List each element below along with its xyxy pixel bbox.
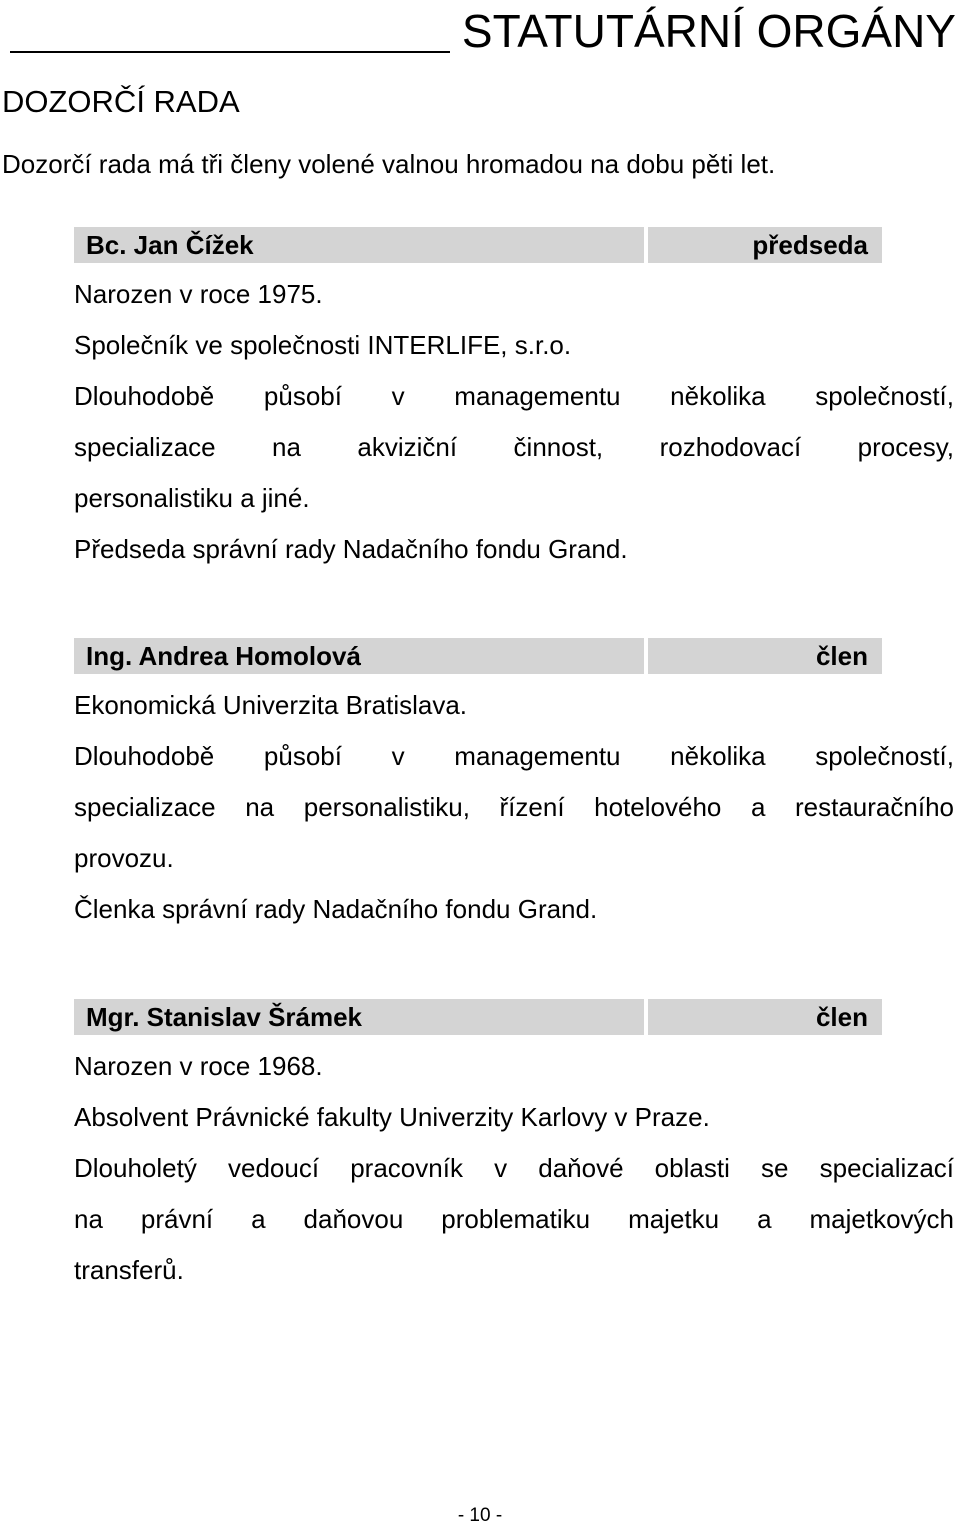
bio-line: personalistiku a jiné. — [74, 483, 310, 513]
bio-line: Společník ve společnosti INTERLIFE, s.r.o. — [74, 330, 572, 360]
bio-line: Předseda správní rady Nadačního fondu Grand. — [74, 534, 628, 564]
bio-line: Členka správní rady Nadačního fondu Grand. — [74, 894, 598, 924]
member-name-bar — [74, 227, 882, 263]
bio-line: Ekonomická Univerzita Bratislava. — [74, 690, 468, 720]
page-number: - 10 - — [457, 1505, 503, 1526]
member-name-bar — [74, 638, 882, 674]
bio-line: transferů. — [74, 1255, 184, 1285]
member-name: Bc. Jan Čížek — [86, 230, 254, 260]
header-rule — [10, 51, 450, 53]
bio-line: Dlouhodobě působí v managementu několika společností, — [74, 741, 954, 771]
member-name: Mgr. Stanislav Šrámek — [86, 1002, 363, 1032]
member-role: člen — [815, 1002, 868, 1032]
member-name-bar — [74, 999, 882, 1035]
section-heading: DOZORČÍ RADA — [2, 84, 240, 119]
bio-line: provozu. — [74, 843, 174, 873]
member-name: Ing. Andrea Homolová — [86, 641, 361, 671]
name-bar-divider — [644, 999, 648, 1035]
bio-line: Dlouholetý vedoucí pracovník v daňové oblasti se specializací — [74, 1153, 954, 1183]
member-role: člen — [815, 641, 868, 671]
bio-line: Dlouhodobě působí v managementu několika společností, — [74, 381, 954, 411]
name-bar-divider — [644, 227, 648, 263]
bio-line: Absolvent Právnické fakulty Univerzity Karlovy v Praze. — [74, 1102, 710, 1132]
member-block-homolova — [74, 638, 954, 935]
member-block-sramek — [74, 999, 954, 1296]
intro-paragraph: Dozorčí rada má tři členy volené valnou hromadou na dobu pěti let. — [2, 149, 776, 179]
bio-line: na právní a daňovou problematiku majetku a majetkových — [74, 1204, 954, 1234]
bio-line: Narozen v roce 1968. — [74, 1051, 323, 1081]
bio-line: specializace na akviziční činnost, rozhodovací procesy, — [74, 432, 954, 462]
name-bar-divider — [644, 638, 648, 674]
member-role: předseda — [752, 230, 868, 260]
member-block-cizek — [74, 227, 954, 575]
bio-line: Narozen v roce 1975. — [74, 279, 323, 309]
bio-line: specializace na personalistiku, řízení hotelového a restauračního — [74, 792, 954, 822]
page-title: STATUTÁRNÍ ORGÁNY — [461, 5, 956, 57]
